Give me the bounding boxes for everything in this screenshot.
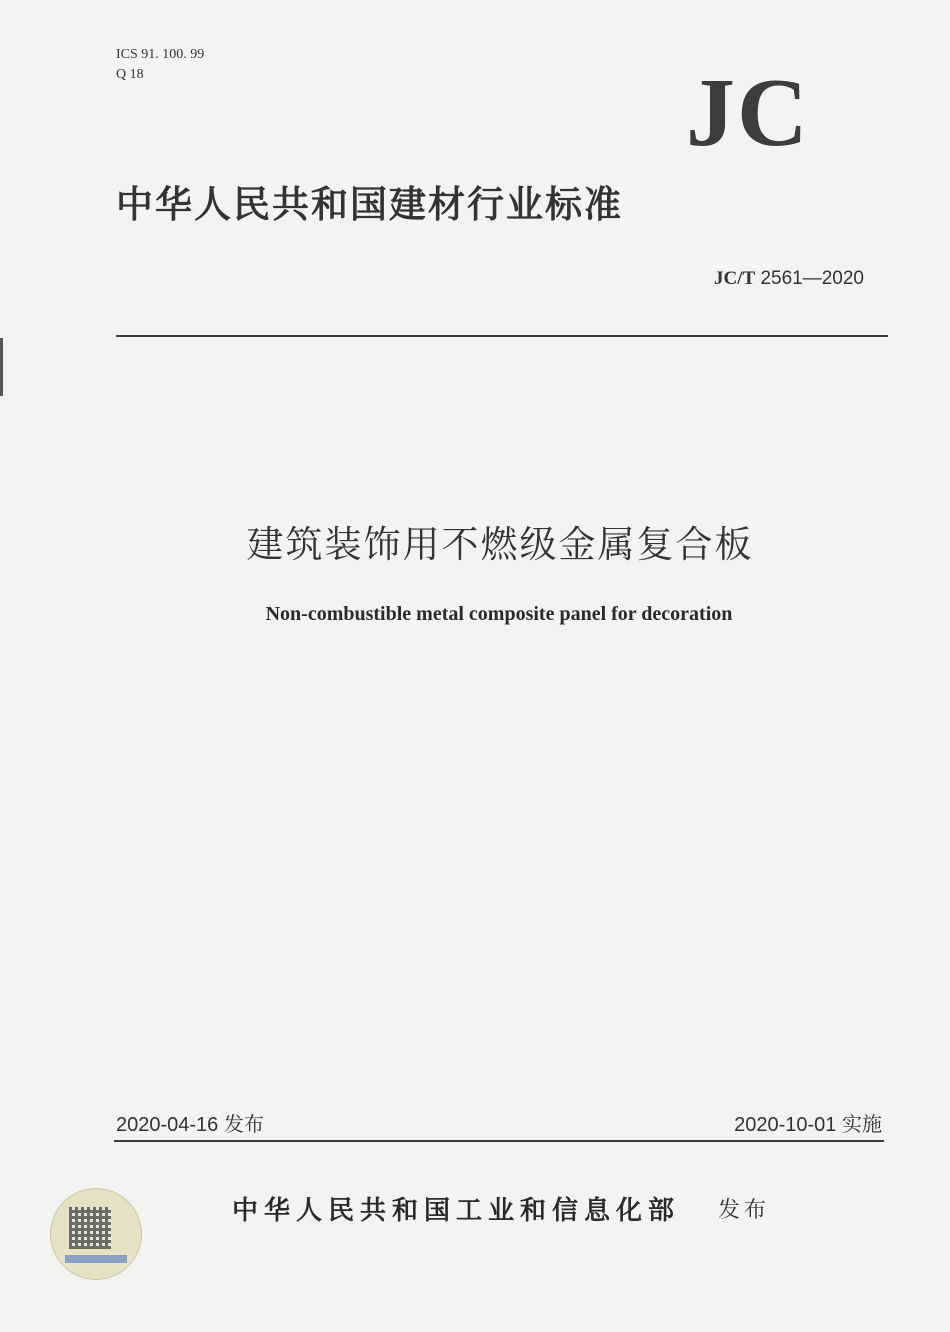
- classification-codes: [116, 45, 204, 85]
- document-title-cn: 建筑装饰用不燃级金属复合板: [246, 523, 754, 566]
- standard-number: [714, 268, 864, 290]
- anti-counterfeit-seal: [50, 1188, 142, 1280]
- qr-code-icon: [69, 1207, 111, 1249]
- standard-code: 2561—2020: [760, 268, 864, 289]
- publish-label: 发布: [718, 1198, 771, 1223]
- header-divider: [116, 335, 888, 337]
- publisher-name: 中华人民共和国工业和信息化部: [232, 1196, 681, 1226]
- industry-standard-title: 中华人民共和国建材行业标准: [116, 182, 623, 226]
- ccs-code: Q 18: [116, 67, 144, 82]
- footer-divider: [114, 1140, 884, 1142]
- implementation-date: 2020-10-01 实施: [734, 1114, 882, 1136]
- standard-prefix: JC/T: [713, 268, 756, 289]
- document-title-en: Non-combustible metal composite panel for decoration: [265, 603, 733, 625]
- jc-logo: JC: [686, 59, 810, 167]
- seal-band: [65, 1255, 127, 1263]
- issue-date: 2020-04-16 发布: [116, 1114, 264, 1136]
- ics-code: ICS 91. 100. 99: [116, 47, 205, 62]
- scan-edge-mark: [0, 338, 3, 396]
